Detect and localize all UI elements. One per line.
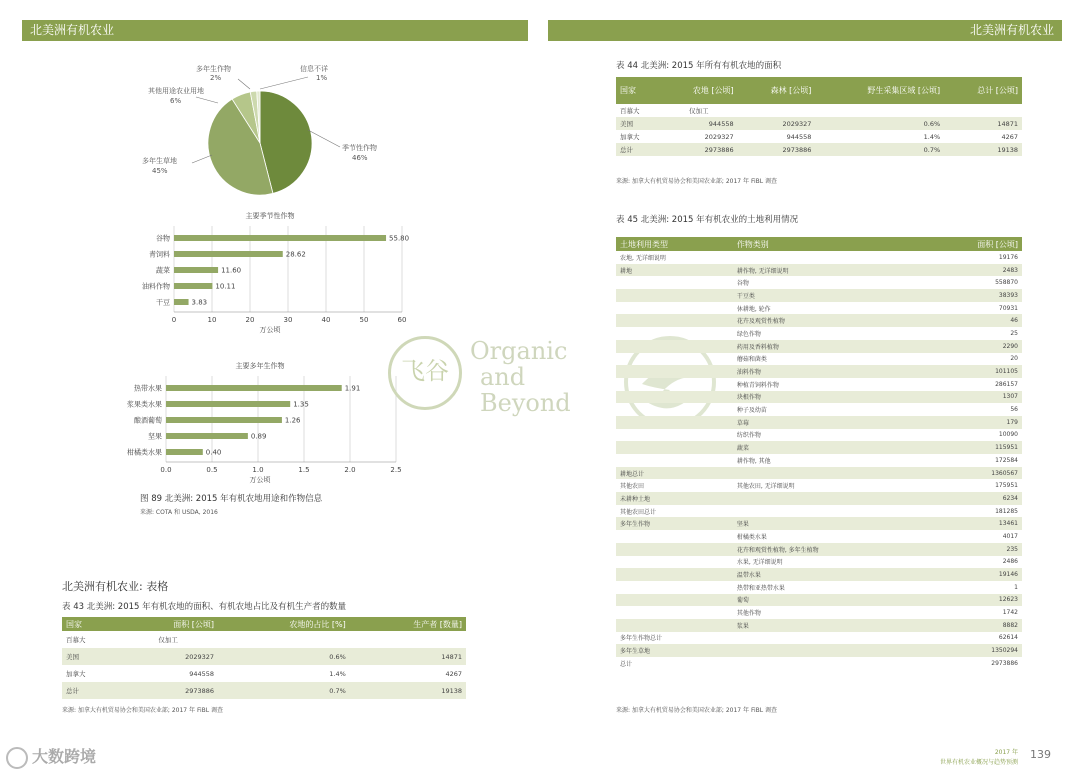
bar-value-label: 10.11 xyxy=(215,282,236,291)
table-cell: 12623 xyxy=(920,594,1022,607)
table-row xyxy=(616,143,1022,156)
table-row xyxy=(616,505,1022,518)
bar-value-label: 1.26 xyxy=(284,416,301,425)
seasonal-crops-bar-chart xyxy=(130,208,430,338)
table-cell: 2973886 xyxy=(118,682,218,699)
tick-label: 0.5 xyxy=(206,466,218,474)
header-cell: 野生采集区域 [公顷] xyxy=(815,77,944,104)
table-cell: 耕地 xyxy=(616,264,733,277)
table-cell: 纺织作物 xyxy=(736,432,761,440)
pie-label-seasonal: 季节性作物 xyxy=(342,144,377,152)
bar xyxy=(166,401,290,407)
table-cell: 0.6% xyxy=(815,117,944,130)
bar-value-label: 1.35 xyxy=(293,400,309,409)
bar xyxy=(166,417,282,423)
bar xyxy=(174,299,189,305)
header-cell: 农地 [公顷] xyxy=(660,77,738,104)
bar-value-label: 0.89 xyxy=(250,432,267,441)
table44-title: 表 44 北美洲: 2015 年所有有机农地的面积 xyxy=(616,61,782,71)
table-cell xyxy=(616,581,733,594)
table-cell: 56 xyxy=(1010,406,1018,414)
table-cell: 944558 xyxy=(660,117,738,130)
tick-label: 10 xyxy=(207,316,217,324)
table-cell: 柑橘类水果 xyxy=(736,533,767,541)
bar-value-label: 1.91 xyxy=(344,384,361,393)
table-row xyxy=(62,648,466,665)
bar xyxy=(166,449,203,455)
table45 xyxy=(616,237,1022,670)
table-cell: 其他农田总计 xyxy=(620,508,657,516)
bar xyxy=(174,283,212,289)
perennial-crops-bar-chart xyxy=(110,358,410,488)
table-cell: 1.4% xyxy=(329,669,346,678)
table-cell xyxy=(733,505,920,518)
header-cell: 土地利用类型 xyxy=(616,237,733,251)
table-cell xyxy=(944,104,1022,117)
category-label: 柑橘类水果 xyxy=(127,448,162,457)
table44-source: 来源: 加拿大有机贸易协会和美国农业部; 2017 年 FiBL 调查 xyxy=(616,178,777,185)
table-cell xyxy=(733,632,920,645)
table-cell: 62614 xyxy=(998,634,1018,642)
pie-pct-pasture: 45% xyxy=(152,167,168,175)
table-cell xyxy=(616,403,733,416)
table-cell: 172584 xyxy=(995,456,1018,464)
bar-value-label: 3.83 xyxy=(191,298,208,307)
table-row xyxy=(616,517,1022,530)
table-cell: 谷物 xyxy=(736,280,749,288)
table-cell: 总计 xyxy=(62,682,118,699)
tick-label: 0.0 xyxy=(160,466,172,474)
seasonal-bars xyxy=(142,226,409,324)
table-cell: 仅加工 xyxy=(688,107,709,115)
table-cell: 1360567 xyxy=(920,467,1022,480)
table-row xyxy=(616,479,1022,492)
table-cell: 美国 xyxy=(62,648,118,665)
category-label: 干豆 xyxy=(156,298,170,307)
table-cell: 蘑菇和菌类 xyxy=(736,356,767,364)
table-cell: 1307 xyxy=(920,391,1022,404)
table-cell: 1.4% xyxy=(923,132,941,141)
pie-chart xyxy=(130,55,400,200)
table-row xyxy=(616,289,1022,302)
table-cell: 101105 xyxy=(920,365,1022,378)
table-cell: 944558 xyxy=(786,132,812,141)
table-row xyxy=(616,391,1022,404)
table-cell xyxy=(616,530,733,543)
table-cell: 热带和亚热带水果 xyxy=(736,584,785,592)
bar xyxy=(174,267,218,273)
table-cell: 38393 xyxy=(920,289,1022,302)
table-cell: 286157 xyxy=(995,380,1018,388)
table-row xyxy=(616,594,1022,607)
table-row xyxy=(62,682,466,699)
table-row xyxy=(616,644,1022,657)
table-row xyxy=(62,665,466,682)
table-row xyxy=(616,530,1022,543)
table-cell: 1 xyxy=(1014,583,1018,591)
seasonal-chart-title: 主要季节性作物 xyxy=(245,212,295,220)
header-cell: 面积 [公顷] xyxy=(920,237,1022,251)
header-cell: 国家 xyxy=(616,77,660,104)
header-cell: 作物类别 xyxy=(733,237,920,251)
table-row xyxy=(616,556,1022,569)
table-cell: 药用及香料植物 xyxy=(733,340,920,353)
table-cell: 6234 xyxy=(920,492,1022,505)
footer-brand xyxy=(6,744,96,769)
table-cell: 干豆类 xyxy=(733,289,920,302)
table-cell: 1742 xyxy=(1002,609,1018,617)
bar xyxy=(166,385,342,391)
table-cell: 46 xyxy=(920,314,1022,327)
table-row xyxy=(616,619,1022,632)
table-cell: 其他作物 xyxy=(736,610,761,618)
table-cell: 加拿大 xyxy=(620,133,640,141)
table-cell: 块根作物 xyxy=(733,391,920,404)
table-cell xyxy=(616,556,733,569)
table-row xyxy=(616,251,1022,264)
table-cell: 181285 xyxy=(995,507,1018,515)
table-cell: 2973886 xyxy=(991,659,1018,667)
category-label: 蔬菜 xyxy=(156,266,170,275)
header-cell: 生产者 [数量] xyxy=(350,617,466,631)
category-label: 坚果 xyxy=(148,432,162,441)
table-cell: 0.7% xyxy=(815,143,944,156)
table-cell: 2029327 xyxy=(118,648,218,665)
table43-title: 表 43 北美洲: 2015 年有机农地的面积、有机农地占比及有机生产者的数量 xyxy=(62,602,347,612)
table-cell: 花卉和观赏性植物, 多年生植物 xyxy=(733,543,920,556)
table-cell: 175951 xyxy=(995,482,1018,490)
table-cell: 蔬菜 xyxy=(733,441,920,454)
table-cell: 绿色作物 xyxy=(736,330,761,338)
category-label: 浆果类水果 xyxy=(127,400,162,409)
page-header-right xyxy=(548,20,1062,41)
table43-source: 来源: 加拿大有机贸易协会和美国农业部; 2017 年 FiBL 调查 xyxy=(62,707,223,714)
pie-label-pasture: 多年生草地 xyxy=(142,157,177,165)
table-cell: 1350294 xyxy=(920,644,1022,657)
table-cell: 农地, 无详细说明 xyxy=(620,254,666,262)
table-cell xyxy=(616,340,733,353)
table-row xyxy=(616,441,1022,454)
watermark-line-3: Beyond xyxy=(480,389,571,417)
table-cell xyxy=(733,644,920,657)
table-cell: 10090 xyxy=(998,431,1018,439)
category-label: 青饲料 xyxy=(149,250,170,259)
table-cell: 葡萄 xyxy=(733,594,920,607)
table-row xyxy=(616,429,1022,442)
table-row xyxy=(616,327,1022,340)
table-cell: 19176 xyxy=(998,253,1018,261)
header-cell: 国家 xyxy=(62,617,118,631)
table-cell: 百慕大 xyxy=(66,636,86,644)
pie-pct-seasonal: 46% xyxy=(352,154,368,162)
tick-label: 20 xyxy=(245,316,255,324)
pie-label-unknown: 信息不详 xyxy=(300,65,328,73)
tick-label: 60 xyxy=(397,316,407,324)
table-row xyxy=(616,568,1022,581)
pie-leader-other xyxy=(196,97,218,103)
watermark-logo: 飞谷 xyxy=(388,336,462,410)
table-cell: 2029327 xyxy=(738,117,816,130)
table-row xyxy=(62,631,466,648)
table-cell: 558870 xyxy=(995,279,1018,287)
watermark-line-2: and xyxy=(480,363,526,391)
table-cell xyxy=(616,441,733,454)
page-header-left xyxy=(22,20,528,41)
table-row xyxy=(616,378,1022,391)
table-row xyxy=(616,543,1022,556)
tick-label: 0 xyxy=(171,316,177,324)
table-row xyxy=(616,314,1022,327)
header-cell: 总计 [公顷] xyxy=(944,77,1022,104)
pie-leader-pasture xyxy=(192,155,212,163)
table-cell xyxy=(616,314,733,327)
table-cell: 水果, 无详细说明 xyxy=(736,559,783,567)
watermark-line-1: Organic xyxy=(470,337,568,365)
table-row xyxy=(616,403,1022,416)
table-cell: 4267 xyxy=(445,669,462,678)
table-cell xyxy=(733,467,920,480)
table-cell: 花卉及观赏性植物 xyxy=(733,314,920,327)
pie-pct-other: 6% xyxy=(170,97,182,105)
table-cell xyxy=(616,276,733,289)
table-cell: 13461 xyxy=(920,517,1022,530)
figure-caption: 图 89 北美洲: 2015 年有机农地用途和作物信息 xyxy=(140,494,323,504)
table-cell xyxy=(616,543,733,556)
table-cell xyxy=(616,606,733,619)
table-cell xyxy=(616,289,733,302)
header-cell: 面积 [公顷] xyxy=(118,617,218,631)
table-cell xyxy=(616,416,733,429)
table-cell: 19138 xyxy=(350,682,466,699)
table-cell: 2290 xyxy=(920,340,1022,353)
table-cell: 14871 xyxy=(350,648,466,665)
table-cell xyxy=(738,104,816,117)
table-cell: 百慕大 xyxy=(620,107,640,115)
table-cell xyxy=(616,568,733,581)
footer-year: 2017 年 xyxy=(994,749,1018,756)
table-row xyxy=(616,632,1022,645)
table-cell: 2029327 xyxy=(704,132,734,141)
table-cell xyxy=(616,391,733,404)
table-cell: 4267 xyxy=(1001,132,1018,141)
brand-logo-icon xyxy=(6,747,28,769)
table-cell: 总计 xyxy=(620,660,633,668)
table43-header-row xyxy=(62,617,466,631)
table-cell xyxy=(616,302,733,315)
table-cell: 多年生作物 xyxy=(616,517,733,530)
tick-label: 50 xyxy=(359,316,369,324)
page-number: 139 xyxy=(1030,748,1051,761)
table-cell xyxy=(616,619,733,632)
tick-label: 1.5 xyxy=(298,466,310,474)
table-row xyxy=(616,581,1022,594)
category-label: 油料作物 xyxy=(142,282,170,291)
category-label: 酿酒葡萄 xyxy=(134,416,162,425)
table-cell xyxy=(616,378,733,391)
table-cell xyxy=(815,104,944,117)
header-cell: 森林 [公顷] xyxy=(738,77,816,104)
table-cell: 179 xyxy=(920,416,1022,429)
table-cell: 14871 xyxy=(944,117,1022,130)
table-cell xyxy=(616,327,733,340)
pie-slices xyxy=(208,91,312,195)
table-row xyxy=(616,492,1022,505)
table-cell: 20 xyxy=(1010,355,1018,363)
table45-source: 来源: 加拿大有机贸易协会和美国农业部; 2017 年 FiBL 调查 xyxy=(616,707,777,714)
tick-label: 2.0 xyxy=(344,466,356,474)
table-row xyxy=(616,340,1022,353)
table-row xyxy=(616,276,1022,289)
table-cell: 4017 xyxy=(1002,532,1018,540)
table-cell: 加拿大 xyxy=(66,670,86,678)
table-cell: 多年生作物总计 xyxy=(620,635,663,643)
table-cell: 235 xyxy=(920,543,1022,556)
section-title: 北美洲有机农业: 表格 xyxy=(62,580,169,593)
table-cell: 70931 xyxy=(998,304,1018,312)
table-row xyxy=(616,467,1022,480)
perennial-bars xyxy=(127,376,402,474)
category-label: 谷物 xyxy=(156,234,170,243)
pie-leader-seasonal xyxy=(308,130,340,147)
bar-value-label: 55.80 xyxy=(389,234,410,243)
table-cell xyxy=(616,353,733,366)
table-cell: 944558 xyxy=(189,669,215,678)
watermark-text xyxy=(470,338,571,416)
footer-brand-text: 大数跨境 xyxy=(32,747,97,766)
tick-label: 1.0 xyxy=(252,466,264,474)
pie-leader-unknown xyxy=(260,77,308,89)
table44-body xyxy=(616,104,1022,156)
table-cell: 19138 xyxy=(944,143,1022,156)
table-cell xyxy=(616,429,733,442)
table-cell: 种子及幼苗 xyxy=(736,407,767,415)
table-cell xyxy=(616,594,733,607)
table-row xyxy=(616,353,1022,366)
table-cell: 未耕种土地 xyxy=(616,492,733,505)
table-cell: 耕作物, 无详细说明 xyxy=(733,264,920,277)
table-row xyxy=(616,606,1022,619)
bar-value-label: 11.60 xyxy=(221,266,242,275)
table-row xyxy=(616,416,1022,429)
table-cell: 25 xyxy=(1010,329,1018,337)
table-cell: 油料作物 xyxy=(733,365,920,378)
table-cell: 草莓 xyxy=(733,416,920,429)
table45-body xyxy=(616,251,1022,670)
table-cell xyxy=(733,657,920,670)
bar xyxy=(166,433,248,439)
table-row xyxy=(616,117,1022,130)
bar-value-label: 0.40 xyxy=(205,448,222,457)
perennial-x-label: 万公顷 xyxy=(249,476,271,484)
table-cell: 多年生草地 xyxy=(616,644,733,657)
table-cell: 19146 xyxy=(920,568,1022,581)
table-cell: 其他农田, 无详细说明 xyxy=(736,483,795,491)
table44 xyxy=(616,77,1022,156)
table43-body xyxy=(62,631,466,699)
table-cell xyxy=(733,251,920,264)
table-cell: 2483 xyxy=(920,264,1022,277)
tick-label: 30 xyxy=(283,316,293,324)
table-cell: 仅加工 xyxy=(158,636,178,644)
pie-label-perennial: 多年生作物 xyxy=(196,65,231,73)
pie-label-other: 其他用途农业用地 xyxy=(148,87,204,95)
header-title-left: 北美洲有机农业 xyxy=(30,23,115,37)
tick-label: 40 xyxy=(321,316,331,324)
table-cell: 美国 xyxy=(616,117,660,130)
seasonal-x-label: 万公顷 xyxy=(259,326,281,334)
table45-header-row xyxy=(616,237,1022,251)
table-cell: 其他农田 xyxy=(620,483,645,491)
bar xyxy=(174,235,386,241)
table-cell: 2486 xyxy=(1002,558,1018,566)
table-cell: 休耕地, 轮作 xyxy=(736,305,771,313)
table-row xyxy=(616,657,1022,670)
footer-book-title: 世界有机农业概况与趋势预测 xyxy=(939,759,1018,766)
table-cell xyxy=(218,631,350,648)
table-cell xyxy=(733,492,920,505)
figure-source: 来源: COTA 和 USDA, 2016 xyxy=(140,509,218,516)
header-title-right: 北美洲有机农业 xyxy=(969,23,1054,37)
table-cell: 2973886 xyxy=(660,143,738,156)
pie-pct-perennial: 2% xyxy=(210,74,222,82)
table-cell: 115951 xyxy=(920,441,1022,454)
bar-value-label: 28.62 xyxy=(285,250,306,259)
pie-pct-unknown: 1% xyxy=(316,74,328,82)
table-cell: 温带水果 xyxy=(733,568,920,581)
header-cell: 农地的占比 [%] xyxy=(218,617,350,631)
table-cell: 耕地总计 xyxy=(616,467,733,480)
table-cell: 总计 xyxy=(616,143,660,156)
table-cell: 0.6% xyxy=(218,648,350,665)
bar xyxy=(174,251,283,257)
table-cell: 2973886 xyxy=(738,143,816,156)
table-cell xyxy=(616,365,733,378)
table-cell xyxy=(350,631,466,648)
table44-header-row xyxy=(616,77,1022,104)
table-cell: 浆果 xyxy=(733,619,920,632)
table-row xyxy=(616,365,1022,378)
category-label: 热带水果 xyxy=(134,384,162,393)
table-cell: 0.7% xyxy=(218,682,350,699)
table-cell: 种植青饲料作物 xyxy=(736,381,779,389)
perennial-chart-title: 主要多年生作物 xyxy=(235,362,285,370)
table-row xyxy=(616,454,1022,467)
pie-leader-perennial xyxy=(238,79,250,89)
table43 xyxy=(62,617,466,699)
table-cell: 耕作物, 其他 xyxy=(736,457,771,465)
tick-label: 2.5 xyxy=(390,466,402,474)
table-row xyxy=(616,264,1022,277)
table45-title: 表 45 北美洲: 2015 年有机农业的土地利用情况 xyxy=(616,215,799,225)
table-cell: 8882 xyxy=(920,619,1022,632)
table-row xyxy=(616,302,1022,315)
table-row xyxy=(616,130,1022,143)
table-cell: 坚果 xyxy=(733,517,920,530)
table-cell xyxy=(616,454,733,467)
table-row xyxy=(616,104,1022,117)
